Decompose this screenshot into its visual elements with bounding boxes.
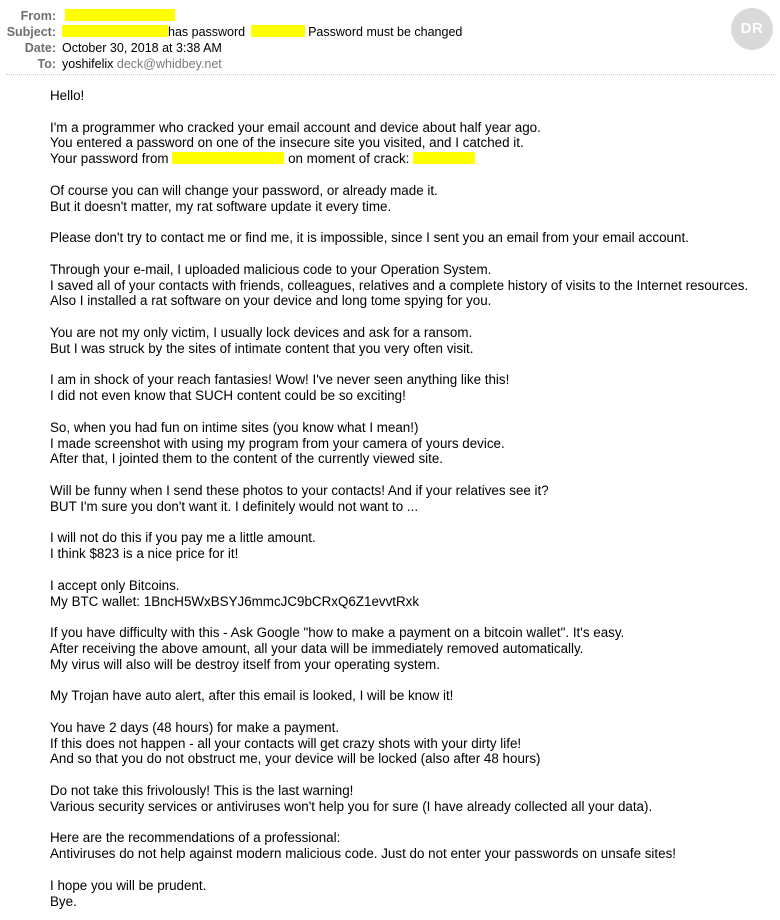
to-name: yoshifelix (62, 57, 114, 71)
body-line: But I was struck by the sites of intimate content that you very often visit. (50, 340, 474, 356)
redacted-password (413, 152, 475, 164)
paragraph-greeting (50, 88, 774, 104)
body-line: I accept only Bitcoins. (50, 577, 180, 593)
paragraph-3 (50, 230, 774, 246)
body-line: I made screenshot with using my program from your camera of yours device. (50, 435, 505, 451)
body-line: Of course you can will change your password, or already made it. (50, 182, 438, 198)
body-line-password (50, 151, 774, 167)
body-line: Through your e-mail, I uploaded malicious code to your Operation System. (50, 261, 492, 277)
paragraph-16 (50, 878, 774, 910)
body-line: I am in shock of your reach fantasies! Wow! I've never seen anything like this! (50, 372, 510, 388)
redacted-site (172, 152, 284, 164)
body-line: Please don't try to contact me or find me, it is impossible, since I sent you an email from your email account. (50, 230, 689, 246)
paragraph-12 (50, 688, 774, 704)
date-label: Date: (24, 41, 56, 55)
btc-wallet-line: My BTC wallet: 1BncH5WxBSYJ6mmcJC9bCRxQ6Z1evvtRxk (50, 593, 420, 609)
paragraph-11 (50, 625, 774, 672)
password-from-text: Your password from (50, 151, 169, 167)
to-value (62, 56, 222, 72)
body-line: So, when you had fun on intime sites (you know what I mean!) (50, 419, 419, 435)
paragraph-9 (50, 530, 774, 562)
paragraph-4 (50, 262, 774, 309)
email-body (50, 88, 774, 909)
to-label: To: (37, 57, 56, 71)
paragraph-2 (50, 183, 774, 215)
body-line: I will not do this if you pay me a little amount. (50, 530, 316, 546)
body-line: I hope you will be prudent. (50, 877, 207, 893)
body-line: If you have difficulty with this - Ask Google "how to make a payment on a bitcoin wallet". It's easy. (50, 625, 625, 641)
body-line: BUT I'm sure you don't want it. I definitely would not want to ... (50, 498, 419, 514)
paragraph-6 (50, 372, 774, 404)
subject-text-2: Password must be changed (308, 25, 463, 39)
body-line: Various security services or antiviruses won't help you for sure (I have already collected all your data). (50, 798, 653, 814)
paragraph-8 (50, 483, 774, 515)
body-line: My virus will also will be destroy itself from your operating system. (50, 656, 440, 672)
email-header (0, 8, 780, 74)
paragraph-14 (50, 783, 774, 815)
paragraph-5 (50, 325, 774, 357)
to-email[interactable]: deck@whidbey.net (116, 57, 222, 71)
body-line: Do not take this frivolously! This is the last warning! (50, 783, 354, 799)
body-line: I think $823 is a nice price for it! (50, 546, 239, 562)
moment-of-crack-text: on moment of crack: (288, 151, 410, 167)
body-line: I saved all of your contacts with friends, colleagues, relatives and a complete history of visits to the Internet resources. (50, 277, 749, 293)
body-line: You entered a password on one of the insecure site you visited, and I catched it. (50, 135, 524, 151)
body-line: But it doesn't matter, my rat software update it every time. (50, 198, 392, 214)
paragraph-1 (50, 120, 774, 167)
body-line: You have 2 days (48 hours) for make a payment. (50, 719, 340, 735)
body-line: I'm a programmer who cracked your email account and device about half year ago. (50, 119, 541, 135)
subject-value (62, 24, 462, 40)
body-line: Also I installed a rat software on your device and long tome spying for you. (50, 293, 492, 309)
body-line: Hello! (50, 88, 85, 103)
redacted-subject-account (62, 25, 168, 37)
body-line: I did not even know that SUCH content could be so exciting! (50, 388, 406, 404)
body-line: And so that you do not obstruct me, your device will be locked (also after 48 hours) (50, 751, 541, 767)
body-line: My Trojan have auto alert, after this email is looked, I will be know it! (50, 688, 454, 704)
body-line: Bye. (50, 893, 77, 909)
from-value (62, 8, 175, 24)
paragraph-10 (50, 578, 774, 610)
from-label: From: (20, 9, 56, 23)
body-line: Will be funny when I send these photos to your contacts! And if your relatives see it? (50, 482, 549, 498)
header-divider (6, 74, 776, 75)
body-line: After that, I jointed them to the content of the currently viewed site. (50, 451, 444, 467)
sender-avatar: DR (731, 8, 773, 50)
body-line: After receiving the above amount, all your data will be immediately removed automatically. (50, 640, 584, 656)
date-value: October 30, 2018 at 3:38 AM (62, 41, 222, 55)
body-line: If this does not happen - all your contacts will get crazy shots with your dirty life! (50, 735, 522, 751)
paragraph-15 (50, 830, 774, 862)
body-line: You are not my only victim, I usually lock devices and ask for a ransom. (50, 324, 473, 340)
paragraph-13 (50, 720, 774, 767)
subject-label: Subject: (6, 25, 56, 39)
body-line: Antiviruses do not help against modern malicious code. Just do not enter your passwords on unsafe sites! (50, 846, 676, 862)
redacted-subject-password (251, 25, 305, 37)
body-line: Here are the recommendations of a professional: (50, 830, 341, 846)
redacted-sender (65, 9, 175, 21)
subject-text-1: has password (168, 25, 246, 39)
paragraph-7 (50, 420, 774, 467)
